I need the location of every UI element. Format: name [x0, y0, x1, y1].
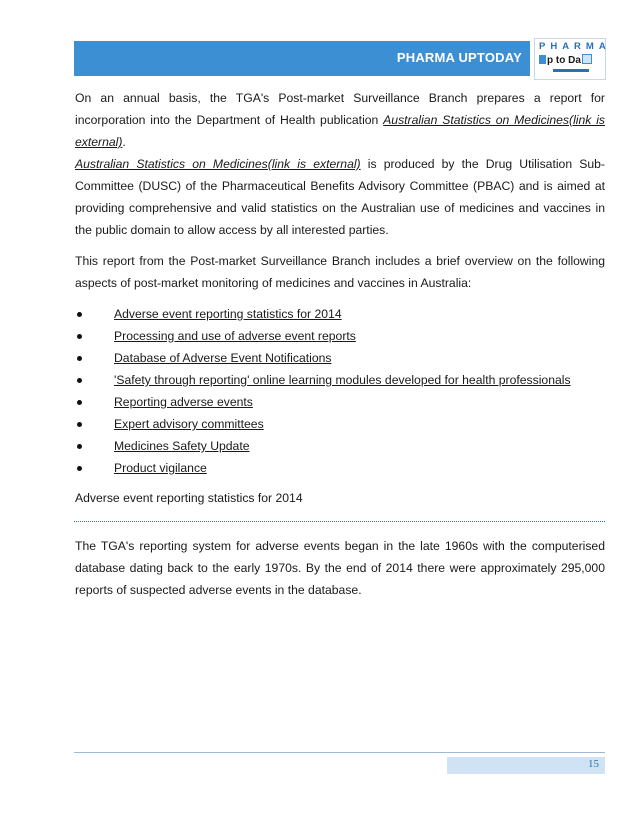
section-heading: Adverse event reporting statistics for 2014: [75, 491, 303, 505]
bullet-icon: [77, 334, 82, 339]
bullet-link[interactable]: 'Safety through reporting' online learning modules developed for health professionals: [114, 373, 571, 387]
bullet-link[interactable]: Product vigilance: [114, 461, 207, 475]
paragraph-statistics: The TGA's reporting system for adverse events began in the late 1960s with the computerised database dating back to the early 1970s. By the end of 2014 there were approximately 295,000 reports of suspected adverse events in the database.: [75, 539, 605, 597]
paragraph-intro: [75, 87, 605, 153]
bullet-icon: [77, 444, 82, 449]
list-item: [75, 369, 605, 391]
list-item: [75, 391, 605, 413]
footer-divider: [74, 752, 605, 753]
logo-underline: [553, 69, 589, 72]
list-item: [75, 347, 605, 369]
list-item: [75, 413, 605, 435]
australian-statistics-link[interactable]: Australian Statistics on Medicines(link is external): [75, 113, 605, 149]
bullet-list: [75, 303, 605, 479]
document-body: [75, 87, 605, 511]
bullet-link[interactable]: Processing and use of adverse event reports: [114, 329, 356, 343]
logo-line-2-text: p to Da: [547, 55, 581, 66]
box-icon: [582, 54, 592, 64]
paragraph-dusc-text: is produced by the Drug Utilisation Sub-Committee (DUSC) of the Pharmaceutical Benefits Advisory Committee (PBAC) and is aimed at providing comprehensive and valid statistics on the Australian use of medicines and vaccines in the public domain to allow access by all interested parties.: [75, 157, 605, 237]
paragraph-dusc: [75, 153, 605, 241]
bullet-icon: [77, 400, 82, 405]
flask-icon: [539, 55, 546, 64]
paragraph-intro-end: .: [122, 135, 126, 149]
list-item: [75, 303, 605, 325]
bullet-icon: [77, 356, 82, 361]
section-divider: [74, 521, 605, 522]
paragraph-overview: This report from the Post-market Surveillance Branch includes a brief overview on the following aspects of post-market monitoring of medicines and vaccines in Australia:: [75, 254, 605, 290]
page-number: 15: [588, 758, 599, 770]
bullet-link[interactable]: Reporting adverse events: [114, 395, 253, 409]
australian-statistics-link-2[interactable]: Australian Statistics on Medicines(link is external): [75, 157, 361, 171]
pharma-uptoday-logo: [534, 38, 611, 80]
bullet-link[interactable]: Database of Adverse Event Notifications: [114, 351, 332, 365]
logo-line-1: PHARMA: [539, 41, 611, 52]
bullet-link[interactable]: Adverse event reporting statistics for 2014: [114, 307, 342, 321]
header-title: PHARMA UPTODAY: [396, 50, 522, 65]
header-bar: [74, 41, 530, 76]
paragraph-intro-text: On an annual basis, the TGA's Post-market Surveillance Branch prepares a report for incorporation into the Department of Health publication: [75, 91, 605, 127]
logo-line-2: [539, 54, 592, 66]
bullet-icon: [77, 378, 82, 383]
bullet-icon: [77, 312, 82, 317]
bullet-link[interactable]: Medicines Safety Update: [114, 439, 250, 453]
footer-page-box: [447, 757, 605, 774]
list-item: [75, 457, 605, 479]
bullet-icon: [77, 422, 82, 427]
list-item: [75, 435, 605, 457]
bullet-link[interactable]: Expert advisory committees: [114, 417, 264, 431]
bullet-icon: [77, 466, 82, 471]
list-item: [75, 325, 605, 347]
